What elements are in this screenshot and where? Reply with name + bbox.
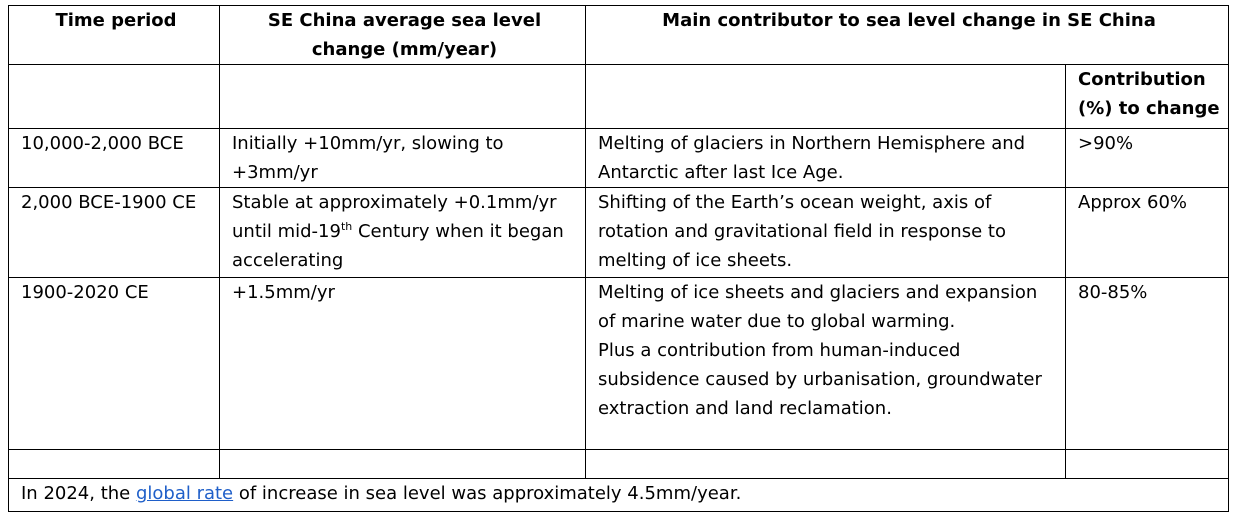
change-text: Stable at approximately +0.1mm/yr until mid-19 bbox=[232, 192, 557, 242]
superscript-text: th bbox=[340, 220, 353, 233]
empty-cell bbox=[9, 450, 220, 479]
footer-note bbox=[9, 479, 1229, 512]
footer-prefix: In 2024, the bbox=[21, 483, 136, 504]
empty-cell bbox=[220, 65, 586, 129]
change-cell: +1.5mm/yr bbox=[220, 278, 586, 450]
footer-suffix: of increase in sea level was approximately 4.5mm/year. bbox=[233, 483, 742, 504]
empty-cell bbox=[220, 450, 586, 479]
header-row bbox=[9, 6, 1229, 65]
contributor-main-text: Melting of ice sheets and glaciers and expansion of marine water due to global warming. bbox=[598, 282, 1038, 332]
contributor-extra-text: Plus a contribution from human-induced subsidence caused by urbanisation, groundwater extraction and land reclamation. bbox=[598, 340, 1042, 419]
contributor-cell bbox=[586, 278, 1066, 450]
sea-level-table bbox=[8, 5, 1229, 512]
subheader-row bbox=[9, 65, 1229, 129]
period-cell: 2,000 BCE-1900 CE bbox=[9, 188, 220, 278]
header-contribution-pct: Contribution (%) to change bbox=[1066, 65, 1229, 129]
empty-cell bbox=[586, 65, 1066, 129]
contribution-cell: Approx 60% bbox=[1066, 188, 1229, 278]
empty-cell bbox=[1066, 450, 1229, 479]
empty-cell bbox=[9, 65, 220, 129]
header-time-period: Time period bbox=[9, 6, 220, 65]
header-main-contributor: Main contributor to sea level change in SE China bbox=[586, 6, 1229, 65]
footer-row bbox=[9, 479, 1229, 512]
contribution-cell: >90% bbox=[1066, 129, 1229, 188]
header-average-change: SE China average sea level change (mm/year) bbox=[220, 6, 586, 65]
contribution-cell: 80-85% bbox=[1066, 278, 1229, 450]
table-row bbox=[9, 278, 1229, 450]
change-cell bbox=[220, 188, 586, 278]
table-row bbox=[9, 129, 1229, 188]
period-cell: 10,000-2,000 BCE bbox=[9, 129, 220, 188]
contributor-cell: Shifting of the Earth’s ocean weight, axis of rotation and gravitational field in response to melting of ice sheets. bbox=[586, 188, 1066, 278]
table-row bbox=[9, 188, 1229, 278]
change-text-continued: Century when it began accelerating bbox=[232, 221, 564, 271]
global-rate-link[interactable]: global rate bbox=[135, 483, 234, 504]
empty-cell bbox=[586, 450, 1066, 479]
contributor-cell: Melting of glaciers in Northern Hemisphere and Antarctic after last Ice Age. bbox=[586, 129, 1066, 188]
period-cell: 1900-2020 CE bbox=[9, 278, 220, 450]
empty-row bbox=[9, 450, 1229, 479]
change-cell: Initially +10mm/yr, slowing to +3mm/yr bbox=[220, 129, 586, 188]
